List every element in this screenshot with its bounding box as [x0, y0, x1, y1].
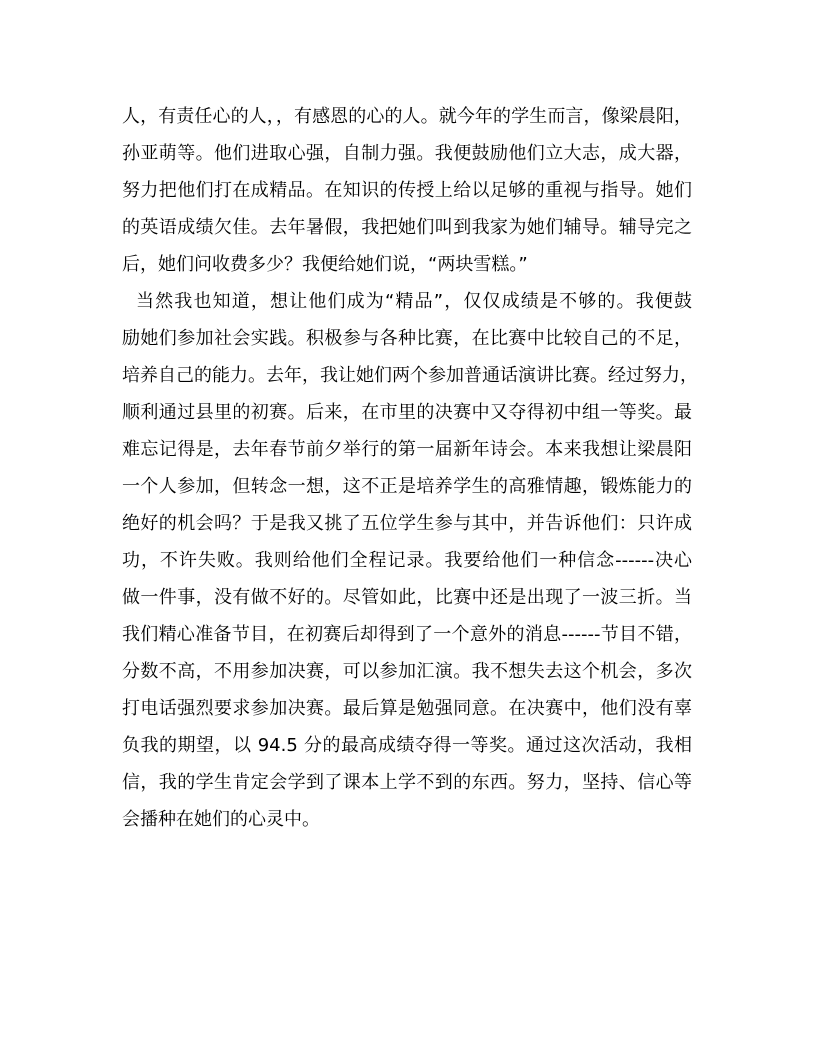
document-body — [122, 98, 698, 838]
text-line: 顺利通过县里的初赛。后来，在市里的决赛中又夺得初中组一等奖。最 — [122, 402, 692, 423]
text-line: 绝好的机会吗？于是我又挑了五位学生参与其中，并告诉他们：只许成 — [122, 513, 692, 534]
text-line: 分数不高，不用参加决赛，可以参加汇演。我不想失去这个机会，多次 — [122, 661, 692, 682]
text-line: 功，不许失败。我则给他们全程记录。我要给他们一种信念------决心 — [122, 550, 692, 571]
text-line: 当然我也知道，想让他们成为“精品”，仅仅成绩是不够的。我便鼓 — [136, 291, 692, 312]
text-line: 努力把他们打在成精品。在知识的传授上给以足够的重视与指导。她们 — [122, 180, 692, 201]
text-line: 一个人参加，但转念一想，这不正是培养学生的高雅情趣，锻炼能力的 — [122, 476, 692, 497]
text-line: 负我的期望，以 94.5 分的最高成绩夺得一等奖。通过这次活动，我相 — [122, 735, 692, 756]
text-line: 会播种在她们的心灵中。 — [122, 809, 320, 830]
text-line: 打电话强烈要求参加决赛。最后算是勉强同意。在决赛中，他们没有辜 — [122, 698, 692, 719]
text-line: 我们精心准备节目，在初赛后却得到了一个意外的消息------节目不错， — [122, 624, 692, 645]
paragraph-2 — [122, 283, 698, 838]
text-line: 孙亚萌等。他们进取心强，自制力强。我便鼓励他们立大志，成大器， — [122, 143, 692, 164]
text-line: 后，她们问收费多少？我便给她们说，“两块雪糕。” — [122, 254, 528, 275]
text-line: 做一件事，没有做不好的。尽管如此，比赛中还是出现了一波三折。当 — [122, 587, 692, 608]
text-line: 难忘记得是，去年春节前夕举行的第一届新年诗会。本来我想让梁晨阳 — [122, 439, 692, 460]
text-line: 培养自己的能力。去年，我让她们两个参加普通话演讲比赛。经过努力， — [122, 365, 698, 386]
text-line: 信，我的学生肯定会学到了课本上学不到的东西。努力，坚持、信心等 — [122, 772, 692, 793]
text-line: 的英语成绩欠佳。去年暑假，我把她们叫到我家为她们辅导。辅导完之 — [122, 217, 692, 238]
paragraph-1 — [122, 98, 692, 283]
text-line: 励她们参加社会实践。积极参与各种比赛，在比赛中比较自己的不足， — [122, 328, 692, 349]
text-line: 人，有责任心的人，，有感恩的心的人。就今年的学生而言，像梁晨阳， — [122, 106, 692, 127]
